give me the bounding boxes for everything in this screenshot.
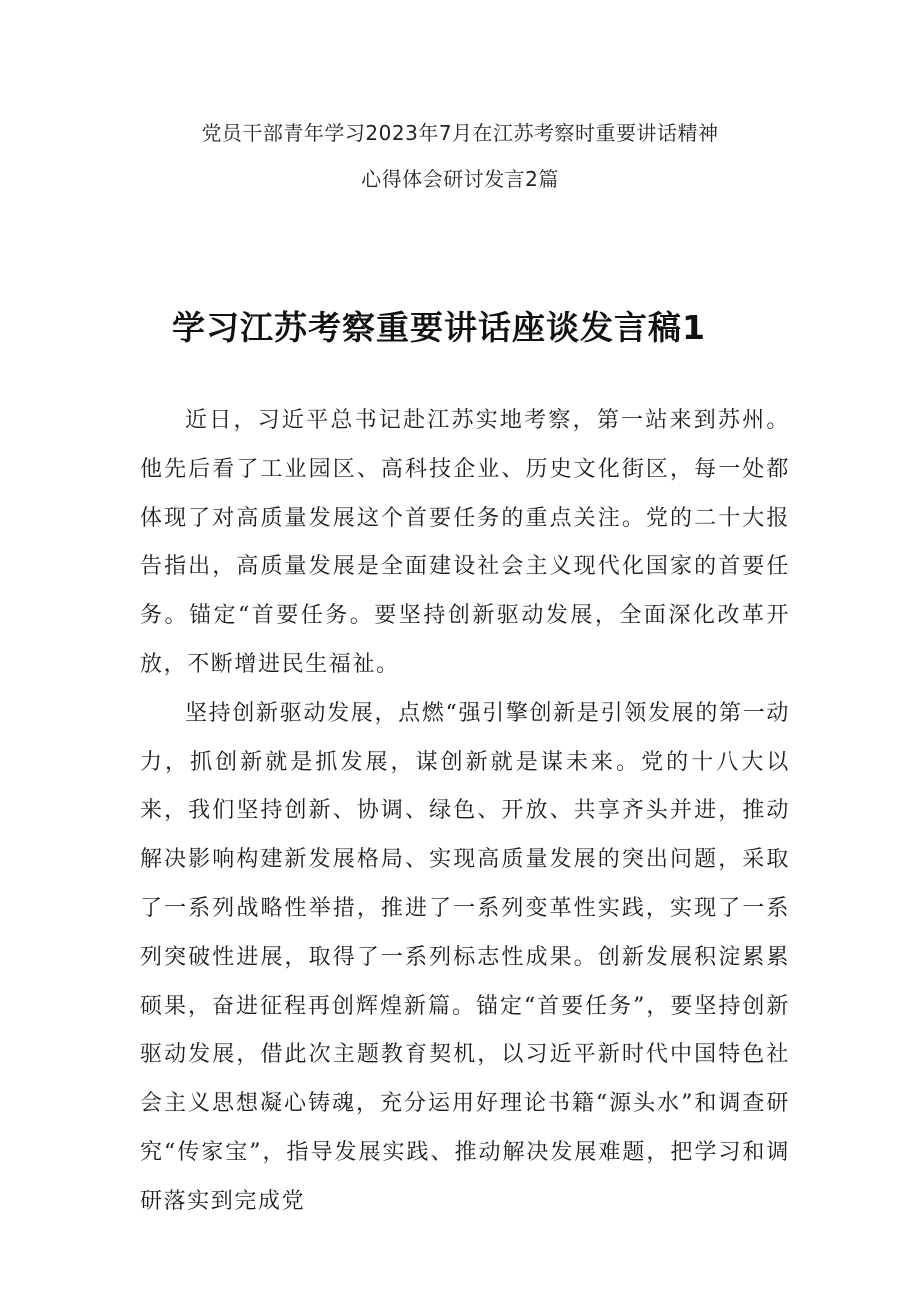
document-title — [0, 110, 920, 202]
paragraph: 坚持创新驱动发展，点燃“强引擎创新是引领发展的第一动力，抓创新就是抓发展，谋创新就是谋未来。党的十八大以来，我们坚持创新、协调、绿色、开放、共享齐头并进，推动解决影响构建新发展格局、实现高质量发展的突出问题，采取了一系列战略性举措，推进了一系列变革性实践，实现了一系列突破性进展，取得了一系列标志性成果。创新发展积淀累累硕果，奋进征程再创辉煌新篇。锚定“首要任务”，要坚持创新驱动发展，借此次主题教育契机，以习近平新时代中国特色社会主义思想凝心铸魂，充分运用好理论书籍“源头水”和调查研究“传家宝”，指导发展实践、推动解决发展难题，把学习和调研落实到完成党 — [140, 700, 790, 1214]
document-title-line-1: 党员干部青年学习2023年7月在江苏考察时重要讲话精神 — [201, 121, 719, 145]
paragraph: 近日，习近平总书记赴江苏实地考察，第一站来到苏州。他先后看了工业园区、高科技企业、历史文化街区，每一处都体现了对高质量发展这个首要任务的重点关注。党的二十大报告指出，高质量发展是全面建设社会主义现代化国家的首要任务。锚定“首要任务。要坚持创新驱动发展，全面深化改革开放，不断增进民生福祉。 — [140, 408, 790, 677]
document-title-line-2: 心得体会研讨发言2篇 — [361, 167, 559, 191]
section-heading: 学习江苏考察重要讲话座谈发言稿1 — [172, 308, 706, 347]
document-body — [140, 397, 790, 1227]
